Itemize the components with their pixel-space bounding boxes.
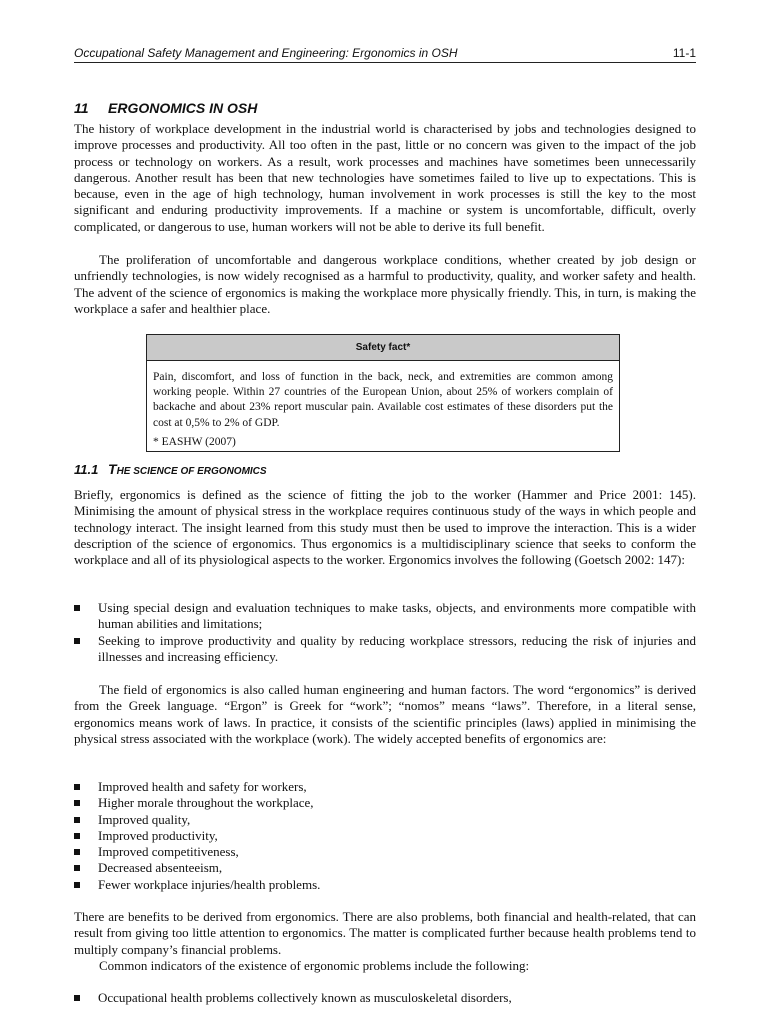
indicators-list	[74, 990, 696, 1006]
subsection-heading	[74, 460, 267, 481]
involves-list	[74, 600, 696, 665]
list-item: Seeking to improve productivity and quality by reducing workplace stressors, reducing the risk of injuries and illnesses and increasing efficiency.	[74, 633, 696, 666]
page-number: 11-1	[672, 46, 696, 60]
running-header	[74, 45, 696, 63]
indicators-paragraph: Common indicators of the existence of ergonomic problems include the following:	[99, 958, 530, 973]
list-item: Improved productivity,	[74, 828, 696, 844]
subsection-title-initial: T	[108, 461, 117, 477]
bullet-square-icon	[74, 800, 80, 806]
list-item: Higher morale throughout the workplace,	[74, 795, 696, 811]
bullet-square-icon	[74, 865, 80, 871]
bullet-square-icon	[74, 605, 80, 611]
bullet-square-icon	[74, 638, 80, 644]
subsection-title-rest: HE SCIENCE OF ERGONOMICS	[116, 466, 267, 477]
section-number: 11	[74, 100, 89, 116]
list-item: Occupational health problems collectively known as musculoskeletal disorders,	[74, 990, 696, 1006]
field-paragraph: The field of ergonomics is also called human engineering and human factors. The word “ergonomics” is derived from the Greek language. “Ergon” is Greek for “work”; “nomos” means “laws”. Therefore, in a literal sense, ergonomics means work of laws. In practice, it consists of the scientific principles (laws) applied in minimising the physical stress associated with the workplace (work). The widely accepted benefits of ergonomics are:	[74, 682, 696, 746]
science-paragraph: Briefly, ergonomics is defined as the science of fitting the job to the worker (Hammer and Price 2001: 145). Minimising the amount of physical stress in the workplace requires continuous study of the ways in which people and technology interact. The insight learned from this study must then be used to improve the interaction. This is a wider description of the science of ergonomics. Thus ergonomics is a multidisciplinary science that seeks to conform the workplace and all of its physiological aspects to the worker. Ergonomics involves the following (Goetsch 2002: 147):	[74, 487, 696, 568]
problems-paragraph: There are benefits to be derived from ergonomics. There are also problems, both financial and health-related, that can result from giving too little attention to ergonomics. The matter is complicated further because health problems tend to multiply company’s financial problems.	[74, 909, 696, 957]
bullet-square-icon	[74, 817, 80, 823]
bullet-square-icon	[74, 849, 80, 855]
subsection-number: 11.1	[74, 462, 99, 477]
safety-fact-body: Pain, discomfort, and loss of function in the back, neck, and extremities are common among working people. Within 27 countries of the European Union, about 25% of workers complain of backache and about 23% report muscular pain. Available cost estimates of these disorders put the cost at 0,5% to 2% of GDP.	[153, 371, 613, 429]
intro-paragraph-1: The history of workplace development in the industrial world is characterised by jobs and technologies designed to improve processes and productivity. All too often in the past, little or no concern was given to the impact of the job process or technology on workers. As a result, work processes and machines have sometimes been unnecessarily dangerous. Another result has been that new technologies have sometimes failed to live up to expectations. This is because, even in the age of high technology, human involvement in work processes is still the key to the most significant and enduring productivity improvements. If a machine or system is uncomfortable, difficult, overly complicated, or dangerous to use, human workers will not be able to derive its full benefit.	[74, 121, 696, 234]
header-title: Occupational Safety Management and Engineering: Ergonomics in OSH	[74, 46, 458, 60]
bullet-square-icon	[74, 995, 80, 1001]
list-item: Fewer workplace injuries/health problems.	[74, 877, 696, 893]
safety-fact-title: Safety fact*	[147, 335, 619, 361]
section-title: ERGONOMICS IN OSH	[108, 100, 258, 116]
intro-paragraph-2: The proliferation of uncomfortable and dangerous workplace conditions, whether created by job design or unfriendly technologies, is now widely recognised as a harmful to productivity, quality, and worker safety and health. The advent of the science of ergonomics is making the workplace more physically friendly. This, in turn, is making the workplace a safer and healthier place.	[74, 252, 696, 316]
list-item: Decreased absenteeism,	[74, 860, 696, 876]
section-heading	[74, 99, 257, 117]
safety-fact-source: * EASHW (2007)	[153, 435, 236, 448]
bullet-square-icon	[74, 882, 80, 888]
list-item: Improved competitiveness,	[74, 844, 696, 860]
safety-fact-box	[146, 334, 620, 452]
list-item: Using special design and evaluation techniques to make tasks, objects, and environments more compatible with human abilities and limitations;	[74, 600, 696, 633]
list-item: Improved health and safety for workers,	[74, 779, 696, 795]
bullet-square-icon	[74, 784, 80, 790]
benefits-list	[74, 779, 696, 893]
bullet-square-icon	[74, 833, 80, 839]
list-item: Improved quality,	[74, 812, 696, 828]
